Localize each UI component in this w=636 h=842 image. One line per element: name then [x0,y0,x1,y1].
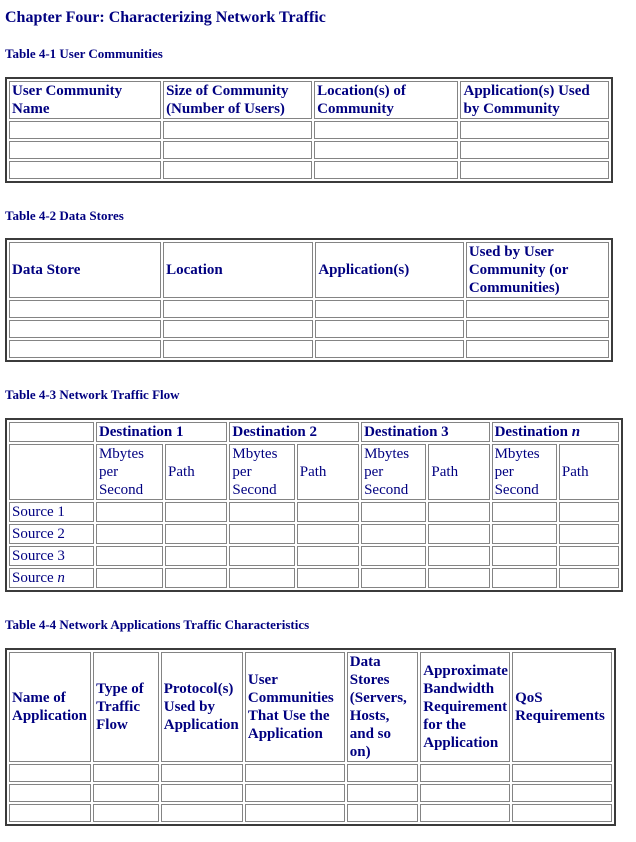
table-row [9,300,609,318]
empty-cell [9,804,91,822]
empty-cell [229,502,294,522]
column-header-locations: Location(s) of Community [314,81,458,119]
subheader-path: Path [559,444,619,500]
column-header-bandwidth-requirement: Approximate Bandwidth Requirement for the Application [420,652,510,762]
page-title: Chapter Four: Characterizing Network Traffic [5,9,326,26]
table-row [9,141,609,159]
empty-cell [245,784,345,802]
empty-cell [315,320,464,338]
empty-cell [229,524,294,544]
table-row [9,764,612,782]
empty-cell [428,524,489,544]
empty-cell [245,804,345,822]
column-header-size-of-community: Size of Community (Number of Users) [163,81,312,119]
column-header-name-of-application: Name of Application [9,652,91,762]
header-row [9,652,612,762]
source-row-n [9,568,619,588]
empty-cell [165,568,227,588]
empty-cell [229,568,294,588]
empty-cell [163,121,312,139]
empty-cell [492,524,557,544]
table-4-1-caption: Table 4-1 User Communities [5,46,163,62]
empty-cell [297,568,359,588]
column-header-used-by-community: Used by User Community (or Communities) [466,242,609,298]
empty-cell [361,502,426,522]
table-row [9,784,612,802]
table-data-stores [5,238,613,362]
subheader-mbytes-per-second: Mbytes per Second [96,444,163,500]
empty-cell [492,546,557,566]
source-row-2 [9,524,619,544]
empty-cell [361,524,426,544]
empty-cell [314,121,458,139]
empty-cell [428,568,489,588]
subheader-mbytes-per-second: Mbytes per Second [492,444,557,500]
empty-cell [297,502,359,522]
table-4-3-caption: Table 4-3 Network Traffic Flow [5,387,180,403]
destination-label-variable: n [571,423,581,440]
empty-cell [161,784,243,802]
column-group-destination-2 [229,422,359,442]
destination-label: Destination 2 [232,423,317,440]
empty-cell [315,300,464,318]
column-header-user-communities: User Communities That Use the Application [245,652,345,762]
empty-cell [96,546,163,566]
column-header-applications: Application(s) [315,242,464,298]
empty-cell [314,161,458,179]
table-user-communities [5,77,613,183]
empty-cell [420,804,510,822]
empty-cell [9,141,161,159]
destination-label: Destination 1 [98,423,184,440]
table-row [9,804,612,822]
empty-cell [165,546,227,566]
header-row [9,81,609,119]
empty-cell [512,804,612,822]
column-header-applications-used: Application(s) Used by Community [460,81,609,119]
empty-cell [420,784,510,802]
source-label: Source 2 [12,525,65,542]
table-network-traffic-flow [5,418,623,592]
empty-cell [9,764,91,782]
empty-cell [9,161,161,179]
empty-cell [559,546,619,566]
empty-cell [315,340,464,358]
destination-label: Destination [494,423,572,440]
empty-cell [163,340,313,358]
source-row-1 [9,502,619,522]
row-label-source-3 [9,546,94,566]
column-header-user-community-name: User Community Name [9,81,161,119]
empty-cell [229,546,294,566]
empty-cell [9,300,161,318]
empty-cell [361,546,426,566]
subheader-row [9,444,619,500]
empty-cell [466,340,609,358]
empty-cell [93,764,159,782]
subheader-path: Path [165,444,227,500]
empty-cell [165,502,227,522]
row-label-source-2 [9,524,94,544]
empty-cell [9,784,91,802]
row-label-source-n [9,568,94,588]
empty-cell [466,320,609,338]
empty-cell [347,784,419,802]
column-header-data-stores: Data Stores (Servers, Hosts, and so on) [347,652,419,762]
header-row [9,242,609,298]
table-row [9,121,609,139]
empty-cell [163,320,313,338]
empty-cell [347,804,419,822]
subheader-path: Path [428,444,489,500]
empty-cell [93,784,159,802]
empty-cell [559,524,619,544]
subheader-mbytes-per-second: Mbytes per Second [361,444,426,500]
source-label: Source 1 [12,503,65,520]
table-4-2-caption: Table 4-2 Data Stores [5,207,124,223]
empty-cell [428,546,489,566]
column-header-data-store: Data Store [9,242,161,298]
empty-cell [163,161,312,179]
source-row-3 [9,546,619,566]
empty-cell [460,121,609,139]
table-row [9,161,609,179]
corner-cell [9,444,94,500]
empty-cell [492,502,557,522]
empty-cell [297,546,359,566]
empty-cell [9,320,161,338]
empty-cell [466,300,609,318]
table-row [9,320,609,338]
column-group-destination-1 [96,422,227,442]
column-header-qos-requirements: QoS Requirements [512,652,612,762]
source-label: Source [12,569,58,586]
subheader-path: Path [297,444,359,500]
column-group-destination-3 [361,422,490,442]
table-network-applications-traffic-characteristics [5,648,616,826]
empty-cell [512,764,612,782]
source-label: Source 3 [12,547,65,564]
empty-cell [460,141,609,159]
empty-cell [420,764,510,782]
empty-cell [9,121,161,139]
empty-cell [297,524,359,544]
empty-cell [163,141,312,159]
column-header-protocols: Protocol(s) Used by Application [161,652,243,762]
destination-label: Destination 3 [364,423,449,440]
empty-cell [361,568,426,588]
empty-cell [9,340,161,358]
empty-cell [460,161,609,179]
corner-cell [9,422,94,442]
empty-cell [559,568,619,588]
empty-cell [314,141,458,159]
empty-cell [428,502,489,522]
empty-cell [96,568,163,588]
empty-cell [492,568,557,588]
column-group-destination-n [492,422,619,442]
subheader-mbytes-per-second: Mbytes per Second [229,444,294,500]
empty-cell [512,784,612,802]
empty-cell [163,300,313,318]
empty-cell [347,764,419,782]
empty-cell [161,804,243,822]
empty-cell [559,502,619,522]
source-label-variable: n [57,569,65,586]
empty-cell [93,804,159,822]
table-4-4-caption: Table 4-4 Network Applications Traffic Characteristics [5,616,310,632]
empty-cell [96,524,163,544]
empty-cell [245,764,345,782]
table-row [9,340,609,358]
empty-cell [96,502,163,522]
destination-header-row [9,422,619,442]
column-header-type-of-traffic-flow: Type of Traffic Flow [93,652,159,762]
column-header-location: Location [163,242,313,298]
empty-cell [165,524,227,544]
empty-cell [161,764,243,782]
row-label-source-1 [9,502,94,522]
